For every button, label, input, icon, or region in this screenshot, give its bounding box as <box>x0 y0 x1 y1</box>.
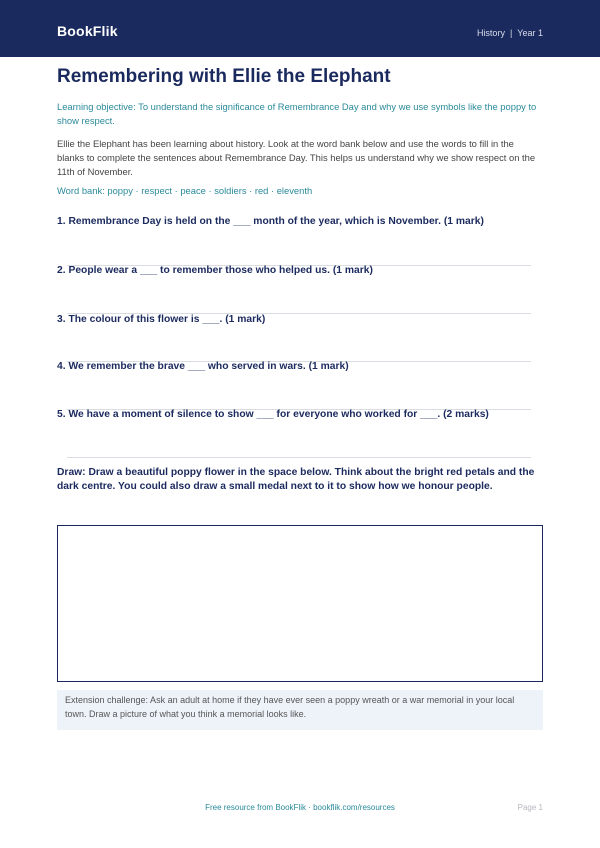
question-1: 1. Remembrance Day is held on the ___ month of the year, which is November. (1 mark) <box>57 216 484 227</box>
extension-challenge: Extension challenge: Ask an adult at home if they have ever seen a poppy wreath or a war memorial in your local town. Draw a picture of what you think a memorial looks like. <box>57 690 543 730</box>
question-4: 4. We remember the brave ___ who served in wars. (1 mark) <box>57 361 349 372</box>
breadcrumb <box>477 28 543 38</box>
drawing-area[interactable] <box>57 525 543 682</box>
draw-prompt: Draw: Draw a beautiful poppy flower in the space below. Think about the bright red petals and the dark centre. You could also draw a small medal next to it to show how we honour people. <box>57 467 535 492</box>
breadcrumb-year: Year 1 <box>517 28 543 38</box>
word-bank: Word bank: poppy · respect · peace · soldiers · red · eleventh <box>57 185 313 196</box>
brand-logo[interactable]: BookFlik <box>57 23 118 39</box>
top-banner <box>0 0 600 57</box>
question-5: 5. We have a moment of silence to show ___ for everyone who worked for ___. (2 marks) <box>57 409 489 420</box>
answer-line-5[interactable] <box>67 457 531 458</box>
question-2: 2. People wear a ___ to remember those who helped us. (1 mark) <box>57 265 373 276</box>
breadcrumb-subject: History <box>476 28 505 38</box>
question-3: 3. The colour of this flower is ___. (1 mark) <box>57 314 266 325</box>
page-number: Page 1 <box>517 803 543 812</box>
breadcrumb-separator: | <box>509 28 513 38</box>
intro-paragraph: Ellie the Elephant has been learning about history. Look at the word bank below and use the words to fill in the blanks to complete the sentences about Remembrance Day. This helps us understand why we show respect on the 11th of November. <box>57 138 536 177</box>
footer-credit[interactable]: Free resource from BookFlik · bookflik.com/resources <box>205 803 395 812</box>
learning-objective: Learning objective: To understand the significance of Remembrance Day and why we use symbols like the poppy to show respect. <box>57 101 537 126</box>
page-title: Remembering with Ellie the Elephant <box>57 66 391 87</box>
